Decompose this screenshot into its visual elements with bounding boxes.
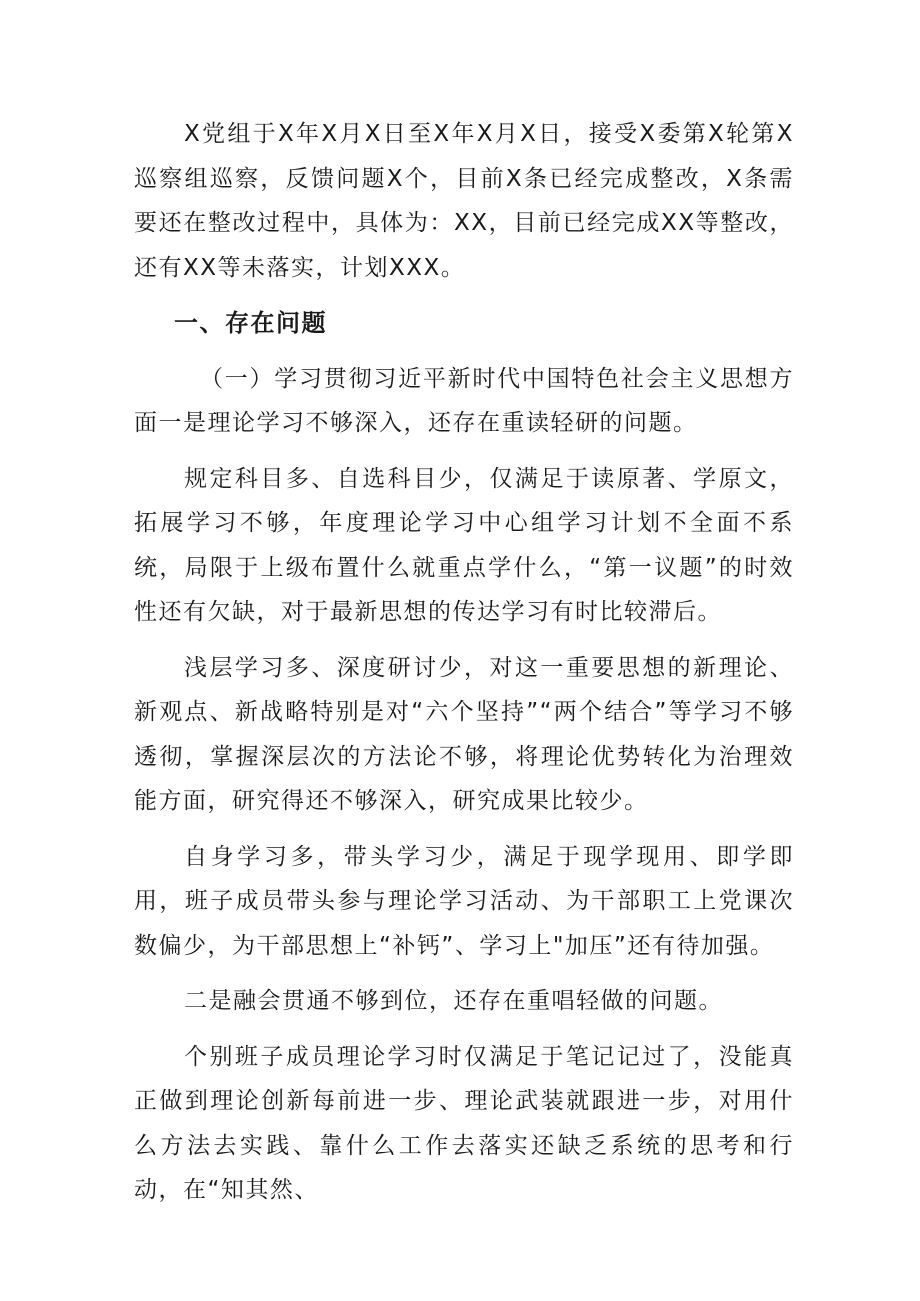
body-paragraph-3: 自身学习多，带头学习少，满足于现学现用、即学即用，班子成员带头参与理论学习活动、为干部职工上党课次数偏少，为干部思想上“补钙”、学习上"加压”还有待加强。 [134, 843, 794, 959]
body-paragraph-4: 二是融会贯通不够到位，还存在重唱轻做的问题。 [184, 988, 723, 1014]
document-page [134, 112, 794, 1224]
body-paragraph-5: 个别班子成员理论学习时仅满足于笔记记过了，没能真正做到理论创新每前进一步、理论武装就跟进一步，对用什么方法去实践、靠什么工作去落实还缺乏系统的思考和行动，在“知其然、 [134, 1043, 794, 1203]
section-heading-problems: 一、存在问题 [174, 309, 327, 337]
subsection-paragraph: （一）学习贯彻习近平新时代中国特色社会主义思想方面一是理论学习不够深入，还存在重读轻研的问题。 [134, 365, 794, 436]
body-paragraph-2: 浅层学习多、深度研讨少，对这一重要思想的新理论、新观点、新战略特别是对“六个坚持”“两个结合”等学习不够透彻，掌握深层次的方法论不够，将理论优势转化为治理效能方面，研究得还不够深入，研究成果比较少。 [134, 654, 794, 814]
body-paragraph-1: 规定科目多、自选科目少，仅满足于读原著、学原文，拓展学习不够，年度理论学习中心组学习计划不全面不系统，局限于上级布置什么就重点学什么，“第一议题”的时效性还有欠缺，对于最新思想的传达学习有时比较滞后。 [134, 465, 794, 625]
intro-paragraph: X党组于X年X月X日至X年X月X日，接受X委第X轮第X巡察组巡察，反馈问题X个，目前X条已经完成整改，X条需要还在整改过程中，具体为：XX，目前已经完成XX等整改，还有XX等未落实，计划XXX。 [134, 121, 794, 281]
